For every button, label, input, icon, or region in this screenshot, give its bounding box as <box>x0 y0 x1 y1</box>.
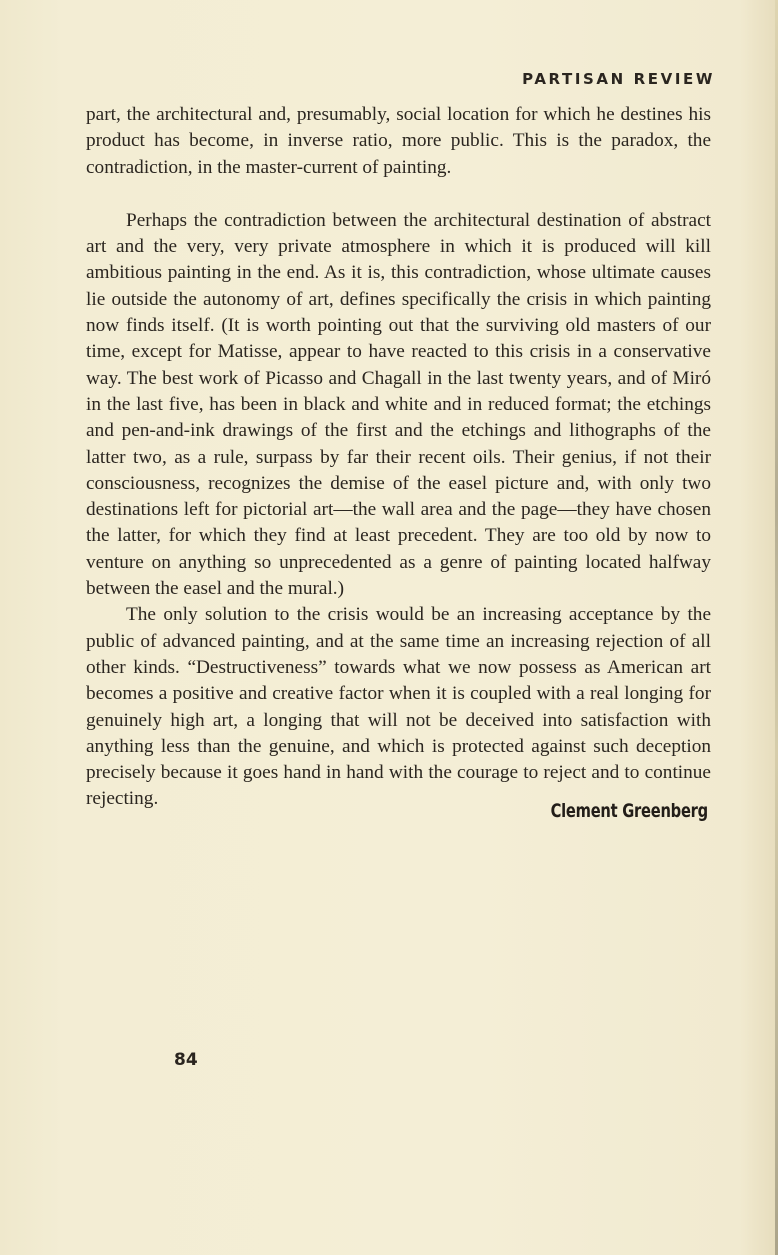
running-head: PARTISAN REVIEW <box>522 70 715 88</box>
paragraph-continued: part, the architectural and, presumably, social location for which he destines his product has become, in inverse ratio, more public. This is the paradox, the contradiction, in the master-current of painting. <box>86 104 711 178</box>
body-text <box>86 102 711 813</box>
author-signature: Clement Greenberg <box>550 800 708 822</box>
paragraph: Perhaps the contradiction between the architectural destination of abstract art and the very, very private atmosphere in which it is produced will kill ambitious painting in the end. As it is, this contradiction, whose ultimate causes lie outside the autonomy of art, defines specifically the crisis in which painting now finds itself. (It is worth pointing out that the surviving old masters of our time, except for Matisse, appear to have reacted to this crisis in a conservative way. The best work of Picasso and Chagall in the last twenty years, and of Miró in the last five, has been in black and white and in reduced format; the etchings and pen-and-ink drawings of the first and the etchings and lithographs of the latter two, as a rule, surpass by far their recent oils. Their genius, if not their consciousness, recognizes the demise of the easel picture and, with only two destinations left for pictorial art—the wall area and the page—they have chosen the latter, for which they find at least precedent. They are too old by now to venture on anything so unprecedented as a genre of painting located halfway between the easel and the mural.) <box>86 209 711 600</box>
paragraph: The only solution to the crisis would be an increasing acceptance by the public of advanced painting, and at the same time an increasing rejection of all other kinds. “Destructiveness” towards what we now possess as American art becomes a positive and creative factor when it is coupled with a real longing for genuinely high art, a longing that will not be deceived into satisfaction with anything less than the genuine, and which is protected against such deception precisely because it goes hand in hand with the courage to reject and to continue rejecting. <box>86 604 711 810</box>
page-number: 84 <box>174 1050 198 1070</box>
